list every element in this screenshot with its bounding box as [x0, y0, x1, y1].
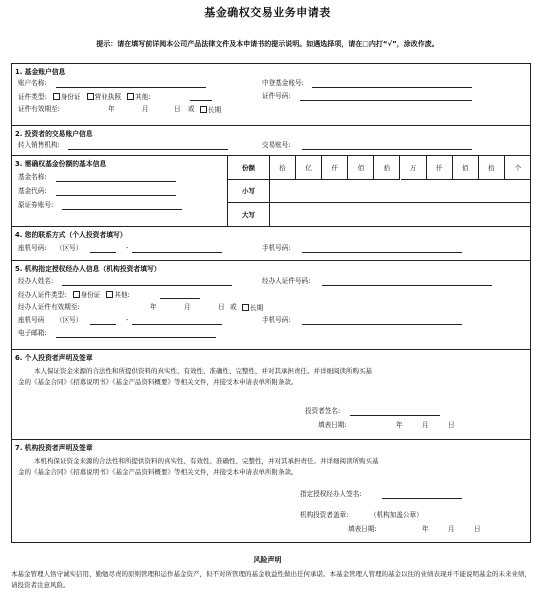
form-frame	[11, 63, 531, 543]
agent-long-term-option: 长期	[250, 304, 264, 312]
fund-name-label: 基金名称:	[18, 173, 47, 181]
cert-valid-or: 或	[188, 105, 195, 113]
area-code-field[interactable]	[90, 252, 116, 253]
agent-area-code-field[interactable]	[90, 324, 116, 325]
agent-cert-type-label	[18, 291, 130, 300]
cert-valid-label: 证件有效期至:	[18, 105, 60, 113]
seal-label: 机构投资者盖章:	[300, 511, 349, 519]
agent-name-label: 经办人姓名:	[18, 277, 54, 285]
agent-id-checkbox[interactable]	[73, 291, 80, 298]
fund-name-field[interactable]	[56, 181, 176, 182]
agent-id-option: 身份证	[80, 291, 101, 299]
institution-declaration-line-1: 本机构保证资金来源的合法性和所提供资料的真实性、有效性、准确性、完整性，并对其承担责任。并详细阅读所购买基	[34, 457, 379, 465]
agent-valid-label: 经办人证件有效期至:	[18, 303, 80, 311]
section-fund-share	[12, 156, 530, 227]
personal-date-label: 填表日期:	[318, 421, 347, 429]
section-fund-account	[12, 64, 530, 126]
unit-header-cell: 万	[401, 156, 427, 180]
agent-sign-field[interactable]	[382, 498, 462, 499]
id-card-option: 身份证	[60, 93, 81, 101]
institution-date-label: 填表日期:	[348, 525, 377, 533]
agent-sign-label: 指定授权经办人签名:	[300, 490, 362, 498]
institution-date-year: 年	[422, 525, 429, 533]
unit-header-cell: 拾	[479, 156, 505, 180]
section-institution-declaration	[12, 440, 530, 544]
long-term-option: 长期	[208, 106, 222, 114]
trade-acct-label: 交易账号:	[262, 141, 291, 149]
agent-valid-month: 月	[184, 303, 191, 311]
unit-header-cell: 个	[505, 156, 531, 180]
unit-header-cell: 仟	[427, 156, 453, 180]
agent-other-checkbox[interactable]	[106, 291, 113, 298]
orig-acct-label: 原证券账号:	[18, 201, 54, 209]
orig-acct-field[interactable]	[62, 209, 182, 210]
section-3-heading: 3. 需确权基金份额的基本信息	[15, 160, 107, 168]
agent-valid-day: 日	[218, 303, 225, 311]
fund-code-label: 基金代码:	[18, 187, 47, 195]
lower-amount-field[interactable]	[270, 180, 531, 203]
agent-cert-other-field[interactable]	[160, 298, 200, 299]
cert-valid-day: 日	[174, 105, 181, 113]
fund-code-field[interactable]	[56, 195, 176, 196]
section-contact	[12, 227, 530, 261]
agent-mobile-field[interactable]	[302, 324, 462, 325]
personal-date-month: 月	[422, 421, 429, 429]
section-4-heading: 4. 您的联系方式（个人投资者填写）	[15, 231, 127, 239]
agent-cert-no-field[interactable]	[322, 285, 492, 286]
cert-no-label: 证件号码:	[262, 92, 291, 100]
agent-other-option: 其他:	[114, 291, 130, 299]
cert-valid-month: 月	[142, 105, 149, 113]
license-checkbox[interactable]	[87, 93, 94, 100]
agent-email-field[interactable]	[56, 337, 216, 338]
csdc-account-label: 中登基金账号:	[262, 79, 304, 87]
agency-label: 转入销售机构:	[18, 141, 60, 149]
personal-date-year: 年	[396, 421, 403, 429]
agent-valid-long	[242, 304, 263, 313]
unit-header-cell: 佰	[453, 156, 479, 180]
seal-note: （机构加盖公章）	[370, 511, 423, 519]
personal-date-day: 日	[448, 421, 455, 429]
section-personal-declaration	[12, 350, 530, 440]
institution-date-day: 日	[474, 525, 481, 533]
personal-declaration-line-1: 本人保证资金来源的合法性和所提供资料的真实性、有效性、准确性、完整性，并对其承担责任。并详细阅读所购买基	[34, 367, 372, 375]
agent-email-label: 电子邮箱:	[18, 329, 47, 337]
risk-title: 风险声明	[253, 556, 282, 564]
mobile-field[interactable]	[302, 252, 462, 253]
cert-valid-long	[200, 106, 221, 115]
section-trade-account	[12, 126, 530, 156]
area-code-label: （区号）	[56, 244, 83, 252]
license-option: 营业执照	[94, 93, 121, 101]
risk-text: 本基金管理人恪守诚实信用、勤勉尽责的原则管理和运作基金资产，但不对所管理的基金收益性做出任何承诺。本基金管理人管理的基金以往的业绩表现并不能说明基金的未来业绩，请投资者注意风险。	[11, 570, 531, 589]
unit-header-cell: 佰	[348, 156, 374, 180]
cert-type-label	[18, 93, 151, 102]
section-6-heading: 6. 个人投资者声明及签章	[15, 354, 93, 362]
csdc-account-field[interactable]	[312, 87, 472, 88]
agent-name-field[interactable]	[62, 285, 232, 286]
long-term-checkbox[interactable]	[200, 106, 207, 113]
unit-header-cell: 仟	[322, 156, 348, 180]
agent-long-term-checkbox[interactable]	[242, 304, 249, 311]
agent-landline-field[interactable]	[132, 324, 222, 325]
agent-cert-type-text: 经办人证件类型:	[18, 291, 67, 299]
landline-label: 座机号码:	[18, 244, 47, 252]
investor-sign-field[interactable]	[350, 415, 440, 416]
cert-type-text: 证件类型:	[18, 93, 47, 101]
share-amount-grid	[227, 156, 531, 227]
unit-header-cell: 拾	[374, 156, 400, 180]
account-name-field[interactable]	[56, 87, 206, 88]
cert-valid-year: 年	[108, 105, 115, 113]
landline-field[interactable]	[132, 252, 222, 253]
landline-dash: -	[126, 244, 129, 252]
unit-header-cell: 亿	[296, 156, 322, 180]
section-2-heading: 2. 投资者的交易账户信息	[15, 130, 93, 138]
unit-header-cell: 拾	[270, 156, 296, 180]
agent-landline-label: 座机号码	[18, 316, 45, 324]
other-checkbox[interactable]	[127, 93, 134, 100]
mobile-label: 手机号码:	[262, 244, 291, 252]
section-5-heading: 5. 机构指定授权经办人信息（机构投资者填写）	[15, 265, 161, 273]
other-option: 其他:	[135, 93, 151, 101]
upper-amount-field[interactable]	[270, 203, 531, 227]
section-agent	[12, 261, 530, 350]
cert-no-field[interactable]	[300, 100, 472, 101]
agent-valid-or: 或	[230, 303, 237, 311]
section-7-heading: 7. 机构投资者声明及签章	[15, 444, 93, 452]
personal-declaration-line-2: 金的《基金合同》《招募说明书》《基金产品资料概要》等相关文件，并接受本申请表单所附条款。	[18, 378, 298, 386]
form-title: 基金确权交易业务申请表	[204, 6, 331, 19]
trade-acct-field[interactable]	[302, 149, 472, 150]
agent-mobile-label: 手机号码:	[262, 316, 291, 324]
upper-label: 大写	[228, 203, 270, 227]
account-name-label: 账户名称:	[18, 79, 47, 87]
institution-declaration-line-2: 金的《基金合同》《招募说明书》《基金产品资料概要》等相关文件，并接受本申请表单所附条款。	[18, 468, 298, 476]
id-card-checkbox[interactable]	[53, 93, 60, 100]
section-1-heading: 1. 基金账户信息	[15, 68, 66, 76]
agent-area-code-label: （区号）	[56, 316, 83, 324]
agency-field[interactable]	[68, 149, 228, 150]
cert-other-field[interactable]	[190, 100, 212, 101]
lower-label: 小写	[228, 180, 270, 203]
institution-date-month: 月	[448, 525, 455, 533]
share-header: 份额	[228, 156, 270, 180]
form-tip: 提示：请在填写前详阅本公司产品法律文件及本申请书的提示说明。如遇选择项，请在□内打“√”，涂改作废。	[96, 40, 439, 48]
agent-valid-year: 年	[150, 303, 157, 311]
agent-landline-dash: -	[126, 316, 129, 324]
investor-sign-label: 投资者签名:	[305, 407, 341, 415]
agent-cert-no-label: 经办人证件号码:	[262, 277, 311, 285]
